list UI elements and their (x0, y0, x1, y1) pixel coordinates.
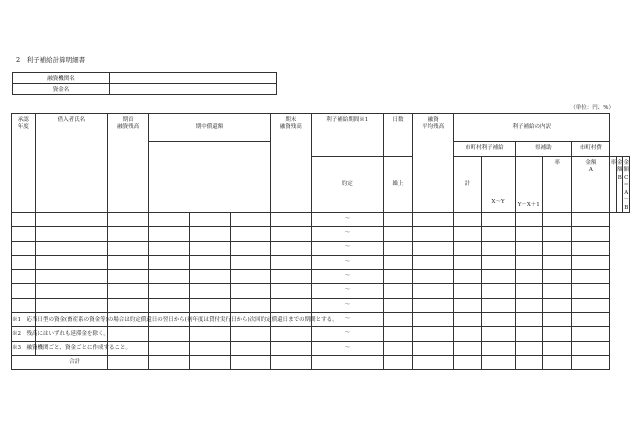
cell-amount-b[interactable] (542, 241, 571, 255)
cell-repayment-total[interactable] (230, 241, 270, 255)
cell-days[interactable] (383, 270, 412, 284)
cell-average-balance[interactable] (413, 298, 454, 312)
cell-average-balance[interactable] (413, 341, 454, 355)
cell-average-balance[interactable] (413, 227, 454, 241)
cell-early-repayment[interactable] (190, 227, 231, 241)
cell-days[interactable] (383, 313, 412, 327)
total-subsidy-period[interactable] (311, 355, 383, 369)
cell-days[interactable] (383, 255, 412, 269)
cell-early-repayment[interactable] (190, 241, 231, 255)
cell-early-repayment[interactable] (190, 212, 231, 226)
lender-name-field[interactable] (110, 73, 277, 84)
cell-closing-balance[interactable] (270, 255, 311, 269)
header-period-y: Y (500, 198, 505, 205)
cell-average-balance[interactable] (413, 241, 454, 255)
cell-days[interactable] (383, 327, 412, 341)
cell-days[interactable] (383, 341, 412, 355)
header-amount-b: 金額 B (616, 157, 623, 213)
cell-contracted[interactable] (149, 255, 190, 269)
cell-repayment-total[interactable] (230, 227, 270, 241)
header-rate-b: 率 (610, 157, 617, 213)
note-3: ※3 融資機関ごと、資金ごとに作成すること。 (12, 345, 132, 351)
cell-subsidy-period[interactable]: ～ (311, 241, 383, 255)
cell-subsidy-period[interactable]: ～ (311, 284, 383, 298)
lender-info-table (12, 72, 277, 95)
header-opening-balance: 期首 融資残高 (108, 114, 149, 213)
fund-name-label: 資金名 (13, 84, 110, 95)
cell-average-balance[interactable] (413, 284, 454, 298)
cell-amount-b[interactable] (542, 227, 571, 241)
cell-closing-balance[interactable] (270, 270, 311, 284)
cell-rate-b[interactable] (515, 255, 542, 269)
cell-amount-b[interactable] (542, 270, 571, 284)
cell-amount-b[interactable] (542, 284, 571, 298)
cell-rate-b[interactable] (515, 313, 542, 327)
cell-repayment-total[interactable] (230, 270, 270, 284)
total-early-repayment[interactable] (190, 355, 231, 369)
header-days-formula: Y－X＋1 (515, 157, 542, 213)
header-prefecture-subsidy: 県補助 (515, 142, 572, 157)
header-row-1 (12, 114, 630, 142)
cell-days[interactable] (383, 284, 412, 298)
cell-closing-balance[interactable] (270, 212, 311, 226)
cell-opening-balance[interactable] (108, 298, 149, 312)
cell-amount-a[interactable] (481, 241, 515, 255)
header-period-tilde: ～ (495, 198, 501, 205)
cell-rate-a[interactable] (454, 255, 481, 269)
cell-rate-a[interactable] (454, 284, 481, 298)
cell-approval-year[interactable] (12, 227, 36, 241)
cell-repayment-total[interactable] (230, 212, 270, 226)
cell-days[interactable] (383, 241, 412, 255)
cell-amount-a[interactable] (481, 227, 515, 241)
header-subsidy-period: 利子補給期間※1 (311, 114, 383, 157)
header-repayment-group: 期中償還額 (149, 114, 271, 142)
cell-average-balance[interactable] (413, 212, 454, 226)
cell-amount-c[interactable] (572, 298, 610, 312)
header-municipal-subsidy: 市町村利子補給 (454, 142, 515, 157)
cell-repayment-total[interactable] (230, 255, 270, 269)
cell-approval-year[interactable] (12, 284, 36, 298)
table-row (12, 270, 630, 284)
header-repayment-empty (149, 142, 271, 213)
cell-amount-a[interactable] (481, 327, 515, 341)
cell-opening-balance[interactable] (108, 270, 149, 284)
cell-repayment-total[interactable] (230, 284, 270, 298)
cell-subsidy-period[interactable]: ～ (311, 327, 383, 341)
cell-amount-c[interactable] (572, 327, 610, 341)
cell-borrower-name[interactable] (35, 298, 108, 312)
cell-subsidy-period[interactable]: ～ (311, 227, 383, 241)
document-title: 2 利子補給計算明細書 (16, 56, 86, 64)
cell-amount-b[interactable] (542, 327, 571, 341)
cell-borrower-name[interactable] (35, 227, 108, 241)
cell-early-repayment[interactable] (190, 270, 231, 284)
cell-rate-b[interactable] (515, 212, 542, 226)
cell-rate-b[interactable] (515, 284, 542, 298)
table-row (12, 241, 630, 255)
cell-approval-year[interactable] (12, 255, 36, 269)
cell-approval-year[interactable] (12, 241, 36, 255)
header-municipal-cost: 市町村費 (572, 142, 610, 157)
cell-borrower-name[interactable] (35, 284, 108, 298)
cell-closing-balance[interactable] (270, 298, 311, 312)
cell-rate-b[interactable] (515, 227, 542, 241)
cell-contracted[interactable] (149, 298, 190, 312)
cell-contracted[interactable] (149, 241, 190, 255)
total-average-balance[interactable] (413, 355, 454, 369)
cell-borrower-name[interactable] (35, 270, 108, 284)
cell-rate-a[interactable] (454, 227, 481, 241)
unit-note: （単位：円、%） (570, 105, 614, 111)
header-contracted: 約定 (311, 157, 383, 213)
total-label: 合計 (12, 355, 108, 369)
cell-closing-balance[interactable] (270, 284, 311, 298)
cell-rate-a[interactable] (454, 270, 481, 284)
cell-borrower-name[interactable] (35, 241, 108, 255)
cell-amount-c[interactable] (572, 227, 610, 241)
cell-rate-b[interactable] (515, 270, 542, 284)
header-repayment-total: 計 (454, 157, 481, 213)
cell-average-balance[interactable] (413, 270, 454, 284)
cell-rate-b[interactable] (515, 341, 542, 355)
total-amount-b[interactable] (542, 355, 571, 369)
note-2: ※2 残高にはいずれも延滞金を除く。 (12, 331, 109, 337)
cell-early-repayment[interactable] (190, 298, 231, 312)
cell-repayment-total[interactable] (230, 298, 270, 312)
cell-contracted[interactable] (149, 284, 190, 298)
header-subsidy-breakdown: 利子補給の内訳 (454, 114, 610, 142)
cell-average-balance[interactable] (413, 327, 454, 341)
header-amount-c: 金額 C＝A－B (623, 157, 630, 213)
table-row (12, 284, 630, 298)
cell-amount-a[interactable] (481, 270, 515, 284)
fund-row (13, 84, 277, 95)
header-amount-a: 金額 A (572, 157, 610, 213)
cell-subsidy-period[interactable]: ～ (311, 341, 383, 355)
lender-name-label: 融資機関名 (13, 73, 110, 84)
cell-rate-b[interactable] (515, 241, 542, 255)
cell-rate-a[interactable] (454, 241, 481, 255)
cell-days[interactable] (383, 212, 412, 226)
cell-amount-a[interactable] (481, 284, 515, 298)
cell-borrower-name[interactable] (35, 212, 108, 226)
cell-amount-c[interactable] (572, 241, 610, 255)
cell-amount-b[interactable] (542, 298, 571, 312)
header-borrower-name: 借入者氏名 (35, 114, 108, 213)
cell-amount-c[interactable] (572, 341, 610, 355)
header-days: 日数 (383, 114, 412, 157)
cell-amount-c[interactable] (572, 284, 610, 298)
total-amount-c[interactable] (572, 355, 610, 369)
cell-contracted[interactable] (149, 227, 190, 241)
total-contracted[interactable] (149, 355, 190, 369)
cell-borrower-name[interactable] (35, 255, 108, 269)
cell-amount-a[interactable] (481, 313, 515, 327)
cell-rate-b[interactable] (515, 298, 542, 312)
table-row (12, 255, 630, 269)
cell-opening-balance[interactable] (108, 241, 149, 255)
cell-amount-b[interactable] (542, 212, 571, 226)
table-row (12, 298, 630, 312)
cell-subsidy-period[interactable]: ～ (311, 298, 383, 312)
cell-amount-b[interactable] (542, 341, 571, 355)
cell-rate-a[interactable] (454, 212, 481, 226)
cell-closing-balance[interactable] (270, 227, 311, 241)
cell-rate-a[interactable] (454, 327, 481, 341)
cell-amount-a[interactable] (481, 341, 515, 355)
cell-closing-balance[interactable] (270, 241, 311, 255)
header-early-repayment: 繰上 (383, 157, 412, 213)
cell-approval-year[interactable] (12, 298, 36, 312)
cell-opening-balance[interactable] (108, 284, 149, 298)
header-period-range (481, 157, 515, 213)
cell-subsidy-period[interactable]: ～ (311, 270, 383, 284)
cell-opening-balance[interactable] (108, 255, 149, 269)
total-opening-balance[interactable] (108, 355, 149, 369)
cell-rate-a[interactable] (454, 313, 481, 327)
cell-rate-b[interactable] (515, 327, 542, 341)
cell-amount-a[interactable] (481, 298, 515, 312)
cell-days[interactable] (383, 298, 412, 312)
cell-amount-c[interactable] (572, 212, 610, 226)
cell-average-balance[interactable] (413, 313, 454, 327)
cell-average-balance[interactable] (413, 255, 454, 269)
cell-rate-a[interactable] (454, 341, 481, 355)
cell-opening-balance[interactable] (108, 227, 149, 241)
cell-amount-c[interactable] (572, 313, 610, 327)
header-rate-a: 率 (542, 157, 571, 213)
header-average-balance: 融資 平均残高 (413, 114, 454, 213)
lender-row (13, 73, 277, 84)
total-rate-a[interactable] (454, 355, 481, 369)
cell-contracted[interactable] (149, 270, 190, 284)
cell-amount-c[interactable] (572, 255, 610, 269)
cell-early-repayment[interactable] (190, 255, 231, 269)
cell-subsidy-period[interactable]: ～ (311, 212, 383, 226)
cell-subsidy-period[interactable]: ～ (311, 255, 383, 269)
cell-contracted[interactable] (149, 212, 190, 226)
total-rate-b[interactable] (515, 355, 542, 369)
total-row (12, 355, 630, 369)
notes (12, 313, 338, 355)
cell-subsidy-period[interactable]: ～ (311, 313, 383, 327)
cell-opening-balance[interactable] (108, 212, 149, 226)
fund-name-field[interactable] (110, 84, 277, 95)
cell-amount-a[interactable] (481, 255, 515, 269)
header-closing-balance: 期末 融資残高 (270, 114, 311, 213)
note-1: ※1 応当日型の資金(畜産系の資金等)の場合は約定償還日の翌日から(初年度は貸付実行日から)次回約定償還日までの期間とする。 (12, 317, 338, 323)
table-row (12, 212, 630, 226)
cell-amount-b[interactable] (542, 313, 571, 327)
cell-amount-b[interactable] (542, 255, 571, 269)
cell-approval-year[interactable] (12, 270, 36, 284)
total-days[interactable] (383, 355, 412, 369)
cell-approval-year[interactable] (12, 212, 36, 226)
total-repayment-total[interactable] (230, 355, 270, 369)
cell-rate-a[interactable] (454, 298, 481, 312)
header-approval-year: 承認 年度 (12, 114, 36, 213)
cell-amount-a[interactable] (481, 212, 515, 226)
header-period-x: X (491, 198, 496, 205)
total-closing-balance[interactable] (270, 355, 311, 369)
cell-days[interactable] (383, 227, 412, 241)
cell-early-repayment[interactable] (190, 284, 231, 298)
total-amount-a[interactable] (481, 355, 515, 369)
table-row (12, 227, 630, 241)
cell-amount-c[interactable] (572, 270, 610, 284)
